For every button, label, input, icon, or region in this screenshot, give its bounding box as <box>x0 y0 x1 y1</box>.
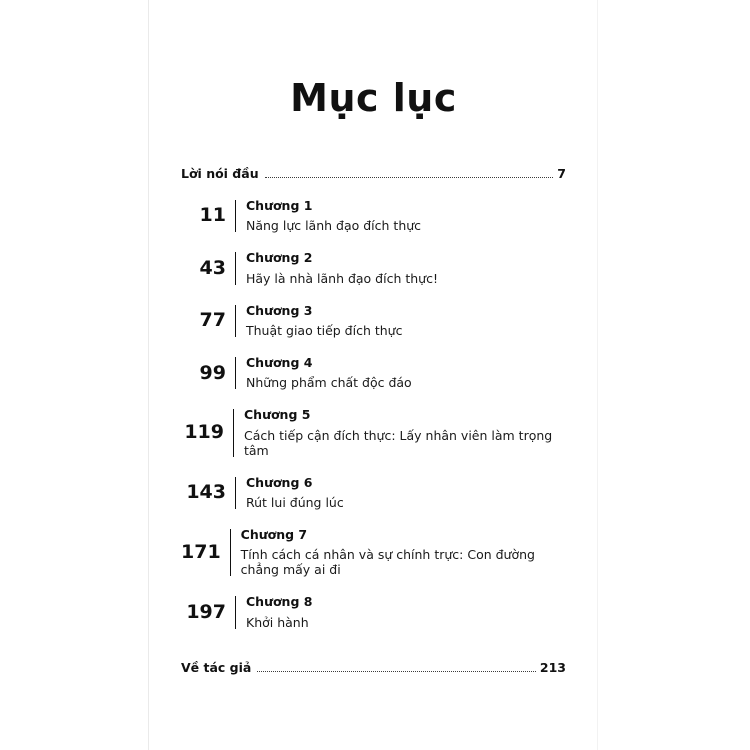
chapter-title: Thuật giao tiếp đích thực <box>246 322 403 338</box>
chapter-page-number: 197 <box>186 601 226 624</box>
chapter-title: Cách tiếp cận đích thực: Lấy nhân viên làm trọng tâm <box>244 427 553 458</box>
back-matter-label: Về tác giả <box>181 659 252 675</box>
leader-dots <box>257 670 536 672</box>
chapter-title: Khởi hành <box>246 614 309 630</box>
chapter-text-block <box>236 595 312 629</box>
chapter-label: Chương 1 <box>246 197 313 213</box>
chapter-title: Năng lực lãnh đạo đích thực <box>246 218 422 234</box>
chapter-text-block <box>236 476 344 510</box>
chapter-page-number: 77 <box>199 309 226 332</box>
chapter-page-number: 99 <box>199 361 226 384</box>
toc-entry-chapter[interactable] <box>181 408 566 457</box>
chapter-label: Chương 5 <box>244 407 311 423</box>
chapter-page-number: 43 <box>199 256 226 279</box>
page-left-margin <box>0 0 149 750</box>
chapter-text-block <box>234 408 566 457</box>
back-matter-page: 213 <box>539 659 566 675</box>
leader-dots <box>265 176 554 178</box>
toc-entry-chapter[interactable] <box>181 476 566 510</box>
toc-entry-chapter[interactable] <box>181 528 566 577</box>
chapter-text-block <box>236 199 421 233</box>
chapter-title: Hãy là nhà lãnh đạo đích thực! <box>246 270 438 286</box>
toc-entry-chapter[interactable] <box>181 356 566 390</box>
chapter-label: Chương 2 <box>246 250 313 266</box>
page-title: Mục lục <box>290 76 457 120</box>
page-right-margin <box>597 0 750 750</box>
chapter-text-block <box>236 356 412 390</box>
toc-entries <box>149 166 598 675</box>
toc-entry-back-matter[interactable] <box>181 660 566 675</box>
toc-entry-chapter[interactable] <box>181 251 566 285</box>
chapter-title: Những phẩm chất độc đáo <box>246 375 412 391</box>
front-matter-label: Lời nói đầu <box>181 165 259 181</box>
chapter-page-number: 119 <box>184 421 224 444</box>
chapter-page-number: 11 <box>199 204 226 227</box>
chapter-label: Chương 4 <box>246 354 313 370</box>
chapter-text-block <box>236 304 402 338</box>
toc-entry-chapter[interactable] <box>181 304 566 338</box>
chapter-label: Chương 3 <box>246 302 313 318</box>
toc-entry-front-matter[interactable] <box>181 166 566 181</box>
chapter-page-number: 171 <box>181 541 221 564</box>
chapter-label: Chương 6 <box>246 474 313 490</box>
toc-entry-chapter[interactable] <box>181 199 566 233</box>
chapter-label: Chương 7 <box>240 527 308 543</box>
table-of-contents <box>149 0 598 750</box>
chapter-title: Rút lui đúng lúc <box>246 495 344 511</box>
chapter-text-block <box>236 251 438 285</box>
chapter-title: Tính cách cá nhân và sự chính trực: Con đường chẳng mấy ai đi <box>240 547 535 578</box>
front-matter-page: 7 <box>557 165 566 181</box>
chapter-label: Chương 8 <box>246 594 313 610</box>
toc-entry-chapter[interactable] <box>181 595 566 629</box>
chapter-page-number: 143 <box>186 481 226 504</box>
chapter-text-block <box>231 528 566 577</box>
